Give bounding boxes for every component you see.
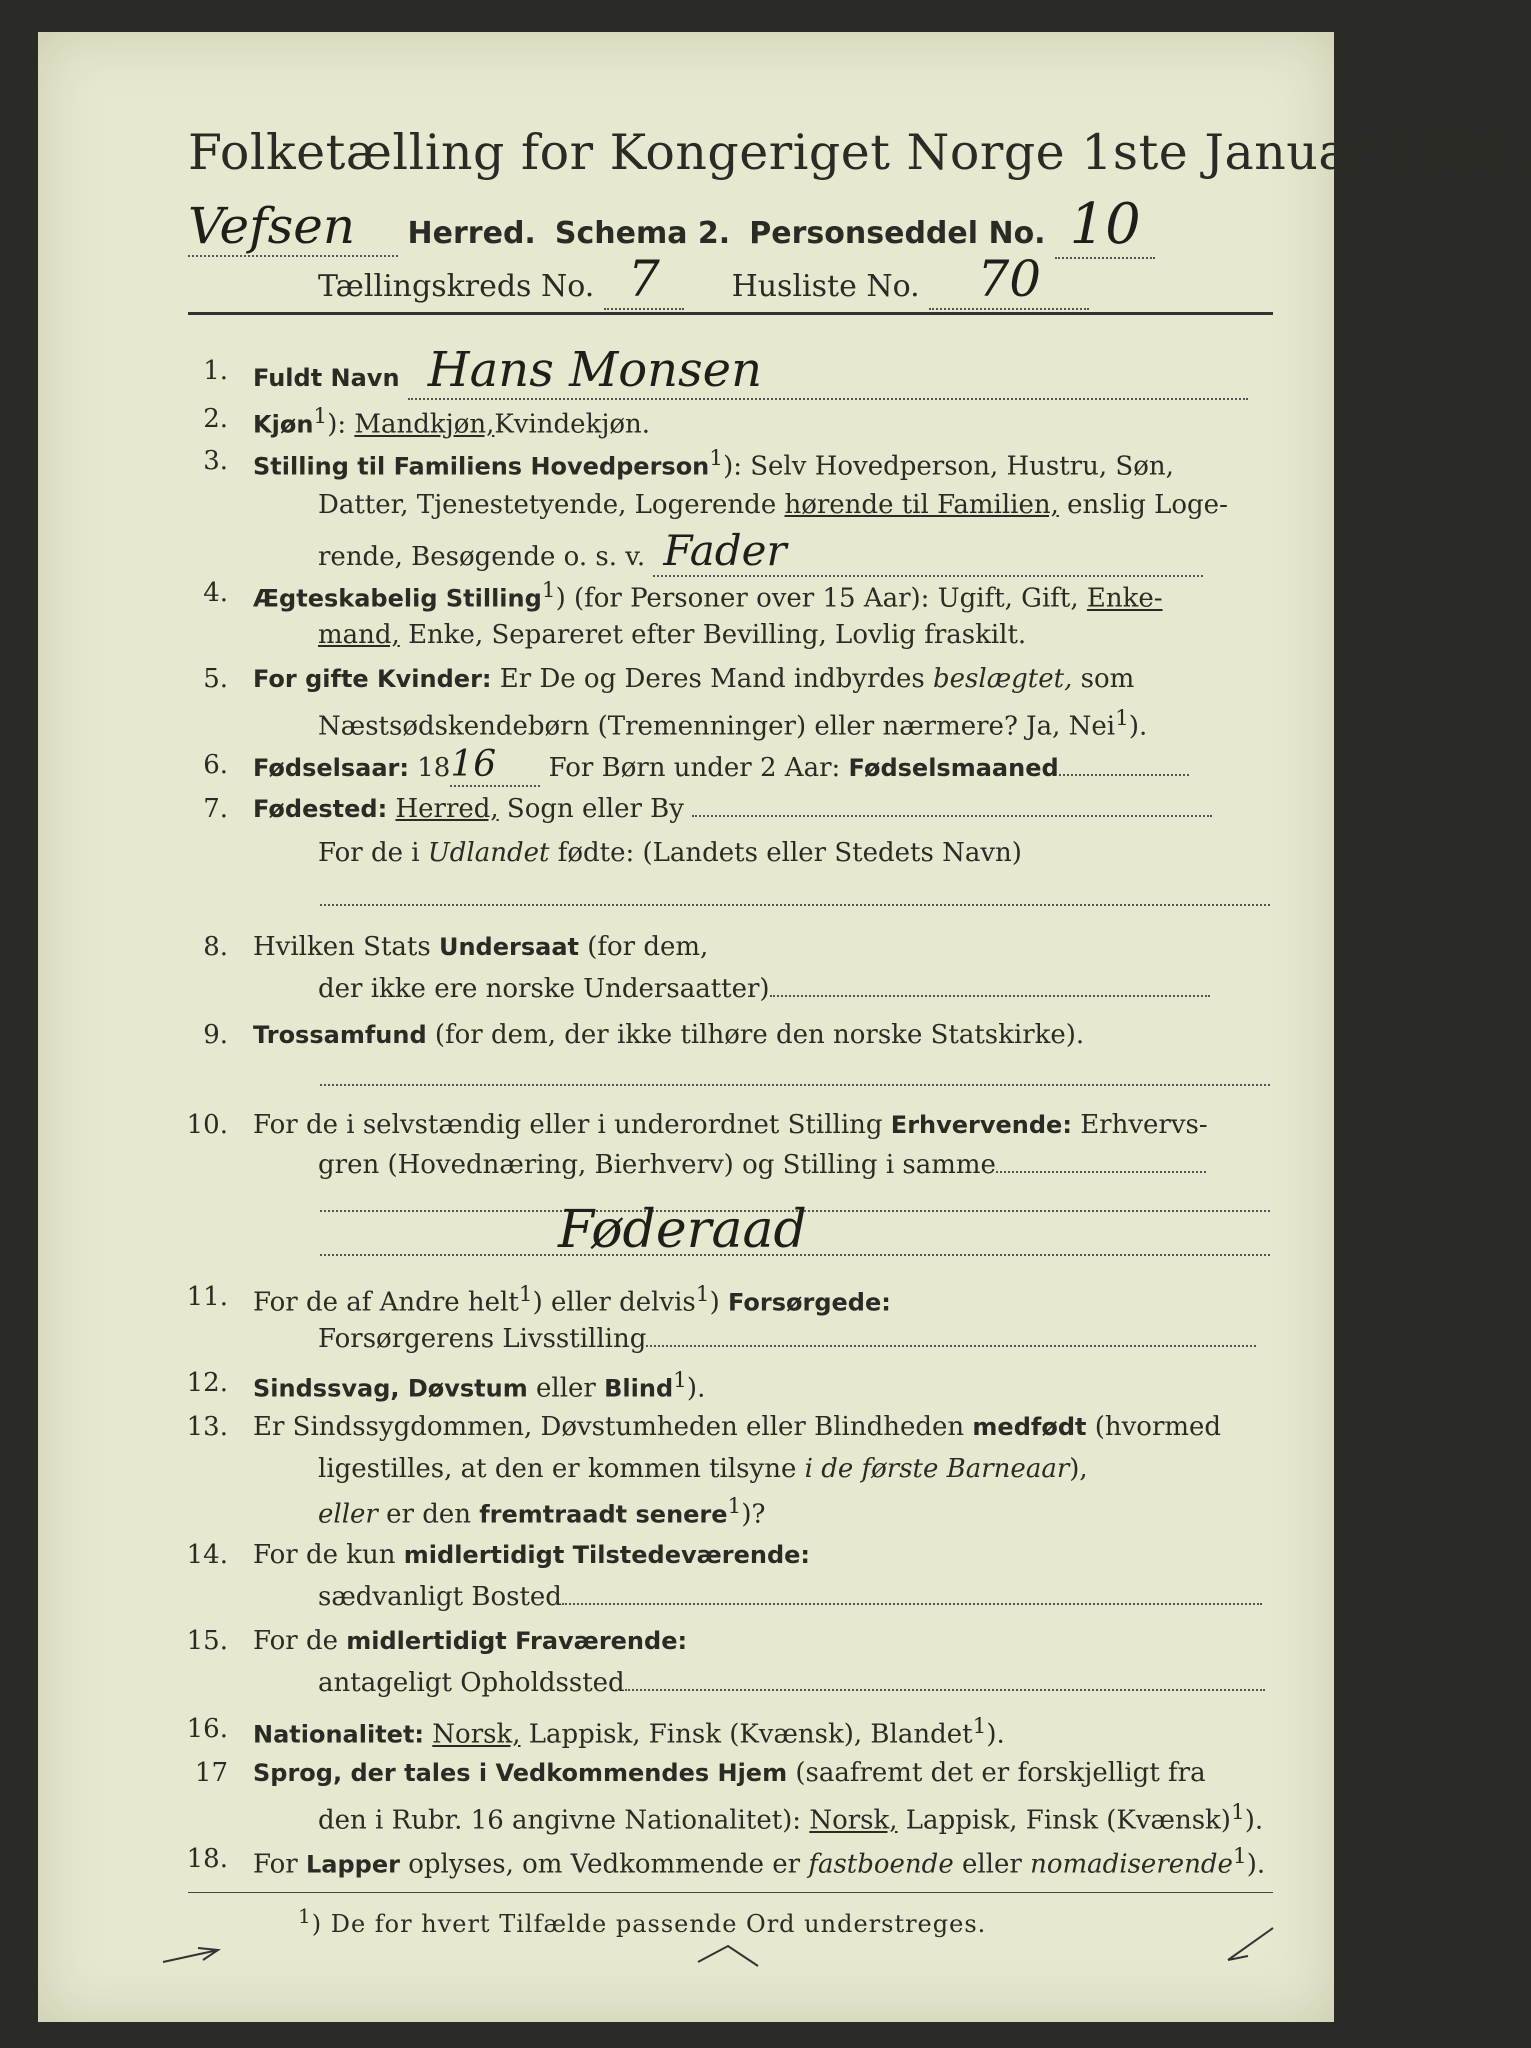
- congenital-italic: i de første Barneaar: [804, 1454, 1070, 1484]
- birth-year-label: Fødselsaar:: [253, 754, 409, 782]
- footnote-ref: 1: [313, 404, 328, 429]
- item-number: 18.: [186, 1844, 228, 1874]
- full-name-label: Fuldt Navn: [253, 364, 400, 392]
- birthplace-abroad-text-b: fødte: (Landets eller Stedets Navn): [549, 838, 1022, 868]
- family-position-label: Stilling til Familiens Hovedperson: [253, 452, 710, 481]
- birth-year-value: 16: [450, 744, 540, 787]
- item-number: 5.: [203, 664, 228, 694]
- schema-label: Schema 2.: [554, 216, 731, 251]
- dependent-line-2: [318, 1324, 1256, 1354]
- footnote-ref: 1: [673, 1368, 687, 1393]
- birth-month-intro: For Børn under 2 Aar:: [540, 753, 849, 783]
- header-line-kreds: [318, 250, 1089, 310]
- footnote-ref: 1: [695, 1282, 710, 1307]
- congenital-text-a: Er Sindssygdommen, Døvstumheden eller Blindheden: [253, 1412, 973, 1442]
- item-religion: [253, 1020, 1084, 1050]
- gender-colon: ):: [327, 409, 347, 440]
- married-women-end: ).: [1128, 711, 1148, 742]
- language-text-1: (saafremt det er forskjelligt fra: [787, 1758, 1206, 1788]
- dependent-label: Forsørgede:: [727, 1288, 891, 1317]
- occupation-text-b: Erhvervs-: [1071, 1110, 1208, 1140]
- item-birth-year: [253, 744, 1189, 787]
- congenital-text-3: er den: [377, 1499, 480, 1530]
- married-women-text-1: Er De og Deres Mand indbyrdes: [491, 664, 934, 694]
- congenital-line-2: [318, 1454, 1088, 1484]
- gender-option-male: Mandkjøn,: [354, 409, 495, 440]
- religion-blank: [320, 1084, 1270, 1086]
- husliste-value: 70: [929, 250, 1089, 310]
- item-number: 12.: [186, 1368, 228, 1398]
- footnote-rule: [188, 1892, 1273, 1893]
- birthplace-blank: [692, 815, 1212, 817]
- congenital-italic-or: eller: [318, 1499, 378, 1530]
- dependent-text-a: For de af Andre helt: [253, 1287, 519, 1318]
- item-number: 10.: [186, 1110, 228, 1140]
- temp-absent-line-2: [318, 1668, 1265, 1698]
- temp-present-blank: [562, 1603, 1262, 1605]
- footnote-ref: 1: [1232, 1844, 1247, 1869]
- header-rule: [188, 312, 1273, 315]
- item-number: 3.: [203, 446, 228, 476]
- herred-label: Herred.: [407, 216, 536, 251]
- congenital-end: )?: [741, 1499, 766, 1530]
- nationality-options: Lappisk, Finsk (Kvænsk), Blandet: [520, 1719, 973, 1750]
- item-number: 9.: [203, 1020, 228, 1050]
- congenital-text-b: (hvormed: [1086, 1412, 1222, 1442]
- lapps-text-a: For: [253, 1849, 306, 1880]
- birthplace-abroad-italic: Udlandet: [427, 838, 550, 868]
- item-number: 7.: [203, 794, 228, 824]
- birthplace-option-herred: Herred,: [395, 794, 499, 824]
- lapps-italic-1: fastboende: [808, 1849, 954, 1880]
- marital-status-options-1: ) (for Personer over 15 Aar): Ugift, Gift,: [555, 583, 1087, 614]
- dependent-text-c: ): [709, 1287, 728, 1318]
- citizenship-blank: [770, 995, 1210, 997]
- item-number: 14.: [186, 1540, 228, 1570]
- item-number: 15.: [186, 1626, 228, 1656]
- item-number: 17: [194, 1758, 228, 1788]
- lapps-label: Lapper: [305, 1850, 400, 1879]
- item-gender: [253, 404, 650, 440]
- item-birthplace: [253, 794, 1212, 824]
- item-number: 13.: [186, 1412, 228, 1442]
- item-number: 2.: [203, 404, 228, 434]
- married-women-line-2: [318, 706, 1147, 742]
- birthplace-label: Fødested:: [253, 795, 388, 823]
- dependent-blank: [646, 1345, 1256, 1347]
- occupation-blank-3: [320, 1254, 1270, 1256]
- family-position-options-2a: Datter, Tjenestetyende, Logerende: [318, 490, 785, 520]
- lapps-end: ).: [1246, 1849, 1266, 1880]
- item-language: [253, 1758, 1206, 1788]
- corner-mark-left: [158, 1942, 238, 1972]
- footnote-ref: 1: [541, 578, 556, 603]
- marital-status-options-2: Enke, Separeret efter Bevilling, Lovlig fraskilt.: [399, 620, 1027, 650]
- kreds-value: 7: [604, 250, 684, 310]
- full-name-value: Hans Monsen: [408, 342, 1248, 400]
- item-congenital: [253, 1412, 1221, 1442]
- header-line-herred: [188, 192, 1155, 259]
- family-position-options-1: ): Selv Hovedperson, Hustru, Søn,: [723, 451, 1174, 482]
- temp-present-line-2: [318, 1582, 1262, 1612]
- item-lapps: [253, 1844, 1265, 1880]
- acquired-label: fremtraadt senere: [479, 1500, 728, 1529]
- family-position-options-2b: enslig Loge-: [1058, 490, 1228, 520]
- family-position-line-2: [318, 490, 1228, 520]
- congenital-line-3: [318, 1494, 765, 1530]
- family-position-options-3: rende, Besøgende o. s. v.: [318, 542, 646, 572]
- family-position-line-3: [318, 526, 1203, 577]
- occupation-value: Føderaad: [558, 1200, 807, 1260]
- temp-present-text-2: sædvanligt Bosted: [318, 1582, 562, 1612]
- corner-mark-right: [1218, 1920, 1288, 1970]
- footnote: [298, 1904, 986, 1938]
- citizenship-label: Undersaat: [438, 933, 579, 961]
- birthplace-abroad-text-a: For de i: [318, 838, 428, 868]
- nationality-label: Nationalitet:: [253, 1720, 425, 1749]
- family-position-underlined: hørende til Familien,: [784, 490, 1059, 520]
- occupation-text-2: gren (Hovednæring, Bierhverv) og Stilling i samme: [318, 1150, 996, 1180]
- husliste-label: Husliste No.: [731, 269, 920, 304]
- corner-mark-center: [688, 1932, 768, 1972]
- footnote-ref: 1: [1230, 1800, 1245, 1825]
- personseddel-value: 10: [1055, 192, 1155, 259]
- item-family-position: [253, 446, 1174, 482]
- language-line-2: [318, 1800, 1263, 1836]
- family-position-value: Fader: [653, 526, 1203, 577]
- lapps-text-b: oplyses, om Vedkommende er: [399, 1849, 809, 1880]
- marital-status-underlined-2: mand,: [318, 620, 400, 650]
- item-number: 11.: [186, 1282, 228, 1312]
- occupation-label: Erhvervende:: [890, 1111, 1072, 1139]
- temp-absent-blank: [625, 1689, 1265, 1691]
- item-number: 1.: [203, 356, 228, 386]
- lapps-italic-2: nomadiserende: [1030, 1849, 1233, 1880]
- item-citizenship: [253, 932, 708, 962]
- gender-label: Kjøn: [253, 410, 314, 439]
- married-women-text-1b: som: [1072, 664, 1135, 694]
- disability-end: ).: [686, 1373, 706, 1404]
- item-married-women: [253, 664, 1134, 694]
- disability-mid: eller: [527, 1373, 605, 1404]
- footnote-ref: 1: [1115, 706, 1129, 731]
- marital-status-underlined-1: Enke-: [1086, 583, 1163, 614]
- footnote-ref: 1: [298, 1904, 312, 1928]
- married-women-label: For gifte Kvinder:: [253, 665, 492, 693]
- census-form-sheet: [38, 32, 1531, 2022]
- herred-value: Vefsen: [188, 197, 398, 257]
- item-occupation: [253, 1110, 1208, 1140]
- congenital-text-2b: ),: [1069, 1454, 1088, 1484]
- language-text-2b: Lappisk, Finsk (Kvænsk): [897, 1805, 1231, 1836]
- form-title: Folketælling for Kongeriget Norge 1ste Januar 1891.: [188, 124, 1531, 181]
- item-number: 8.: [203, 932, 228, 962]
- footnote-text: ) De for hvert Tilfælde passende Ord understreges.: [311, 1910, 987, 1938]
- item-temporarily-absent: [253, 1626, 687, 1656]
- occupation-text-a: For de i selvstændig eller i underordnet Stilling: [253, 1110, 891, 1140]
- disability-label-2: Blind: [604, 1374, 674, 1403]
- footnote-ref: 1: [972, 1714, 987, 1739]
- dependent-text-b: ) eller delvis: [532, 1287, 696, 1318]
- dependent-text-2: Forsørgerens Livsstilling: [318, 1324, 647, 1354]
- married-women-text-2: Næstsødskendebørn (Tremenninger) eller nærmere? Ja, Nei: [318, 711, 1116, 742]
- temp-absent-text: For de: [253, 1626, 347, 1656]
- nationality-option-norsk: Norsk,: [432, 1719, 521, 1750]
- congenital-label: medfødt: [972, 1413, 1087, 1441]
- citizenship-text-b: (for dem,: [578, 932, 709, 962]
- marital-status-line-2: [318, 620, 1026, 650]
- nationality-end: ).: [986, 1719, 1005, 1750]
- item-number: 4.: [203, 578, 228, 608]
- birthplace-line-2: [318, 838, 1022, 868]
- citizenship-text-a: Hvilken Stats: [253, 932, 439, 962]
- footnote-ref: 1: [727, 1494, 742, 1519]
- congenital-text-2a: ligestilles, at den er kommen tilsyne: [318, 1454, 805, 1484]
- language-end: ).: [1244, 1805, 1264, 1836]
- citizenship-text-2: der ikke ere norske Undersaatter): [318, 974, 770, 1004]
- item-nationality: [253, 1714, 1005, 1750]
- footnote-ref: 1: [709, 446, 724, 471]
- marital-status-label: Ægteskabelig Stilling: [253, 584, 542, 613]
- birth-month-label: Fødselsmaaned: [848, 754, 1059, 782]
- item-disability: [253, 1368, 705, 1404]
- item-number: 6.: [203, 750, 228, 780]
- married-women-italic: beslægtet,: [933, 664, 1073, 694]
- religion-text: (for dem, der ikke tilhøre den norske Statskirke).: [426, 1020, 1085, 1050]
- religion-label: Trossamfund: [253, 1021, 427, 1049]
- item-marital-status: [253, 578, 1163, 614]
- gender-option-female: Kvindekjøn.: [494, 409, 651, 440]
- disability-label: Sindssvag, Døvstum: [253, 1374, 528, 1403]
- item-number: 16.: [186, 1714, 228, 1744]
- birth-month-blank: [1059, 774, 1189, 776]
- occupation-line-2: [318, 1150, 1206, 1180]
- temp-present-text: For de kun: [253, 1540, 404, 1570]
- birthplace-options: Sogn eller By: [498, 794, 684, 824]
- citizenship-line-2: [318, 974, 1210, 1004]
- language-option-norsk: Norsk,: [809, 1805, 898, 1836]
- item-dependent: [253, 1282, 891, 1318]
- temp-absent-label: midlertidigt Fraværende:: [346, 1627, 688, 1655]
- language-text-2a: den i Rubr. 16 angivne Nationalitet):: [318, 1805, 810, 1836]
- occupation-blank-1: [996, 1171, 1206, 1173]
- birthplace-abroad-blank: [320, 904, 1270, 906]
- personseddel-label: Personseddel No.: [749, 216, 1046, 251]
- item-full-name: [253, 342, 1248, 400]
- birth-year-prefix: 18: [409, 753, 451, 783]
- item-temporarily-present: [253, 1540, 810, 1570]
- lapps-text-c: eller: [953, 1849, 1031, 1880]
- language-label: Sprog, der tales i Vedkommendes Hjem: [253, 1759, 788, 1787]
- kreds-label: Tællingskreds No.: [318, 269, 595, 304]
- footnote-ref: 1: [518, 1282, 533, 1307]
- temp-present-label: midlertidigt Tilstedeværende:: [403, 1541, 811, 1569]
- temp-absent-text-2: antageligt Opholdssted: [318, 1668, 625, 1698]
